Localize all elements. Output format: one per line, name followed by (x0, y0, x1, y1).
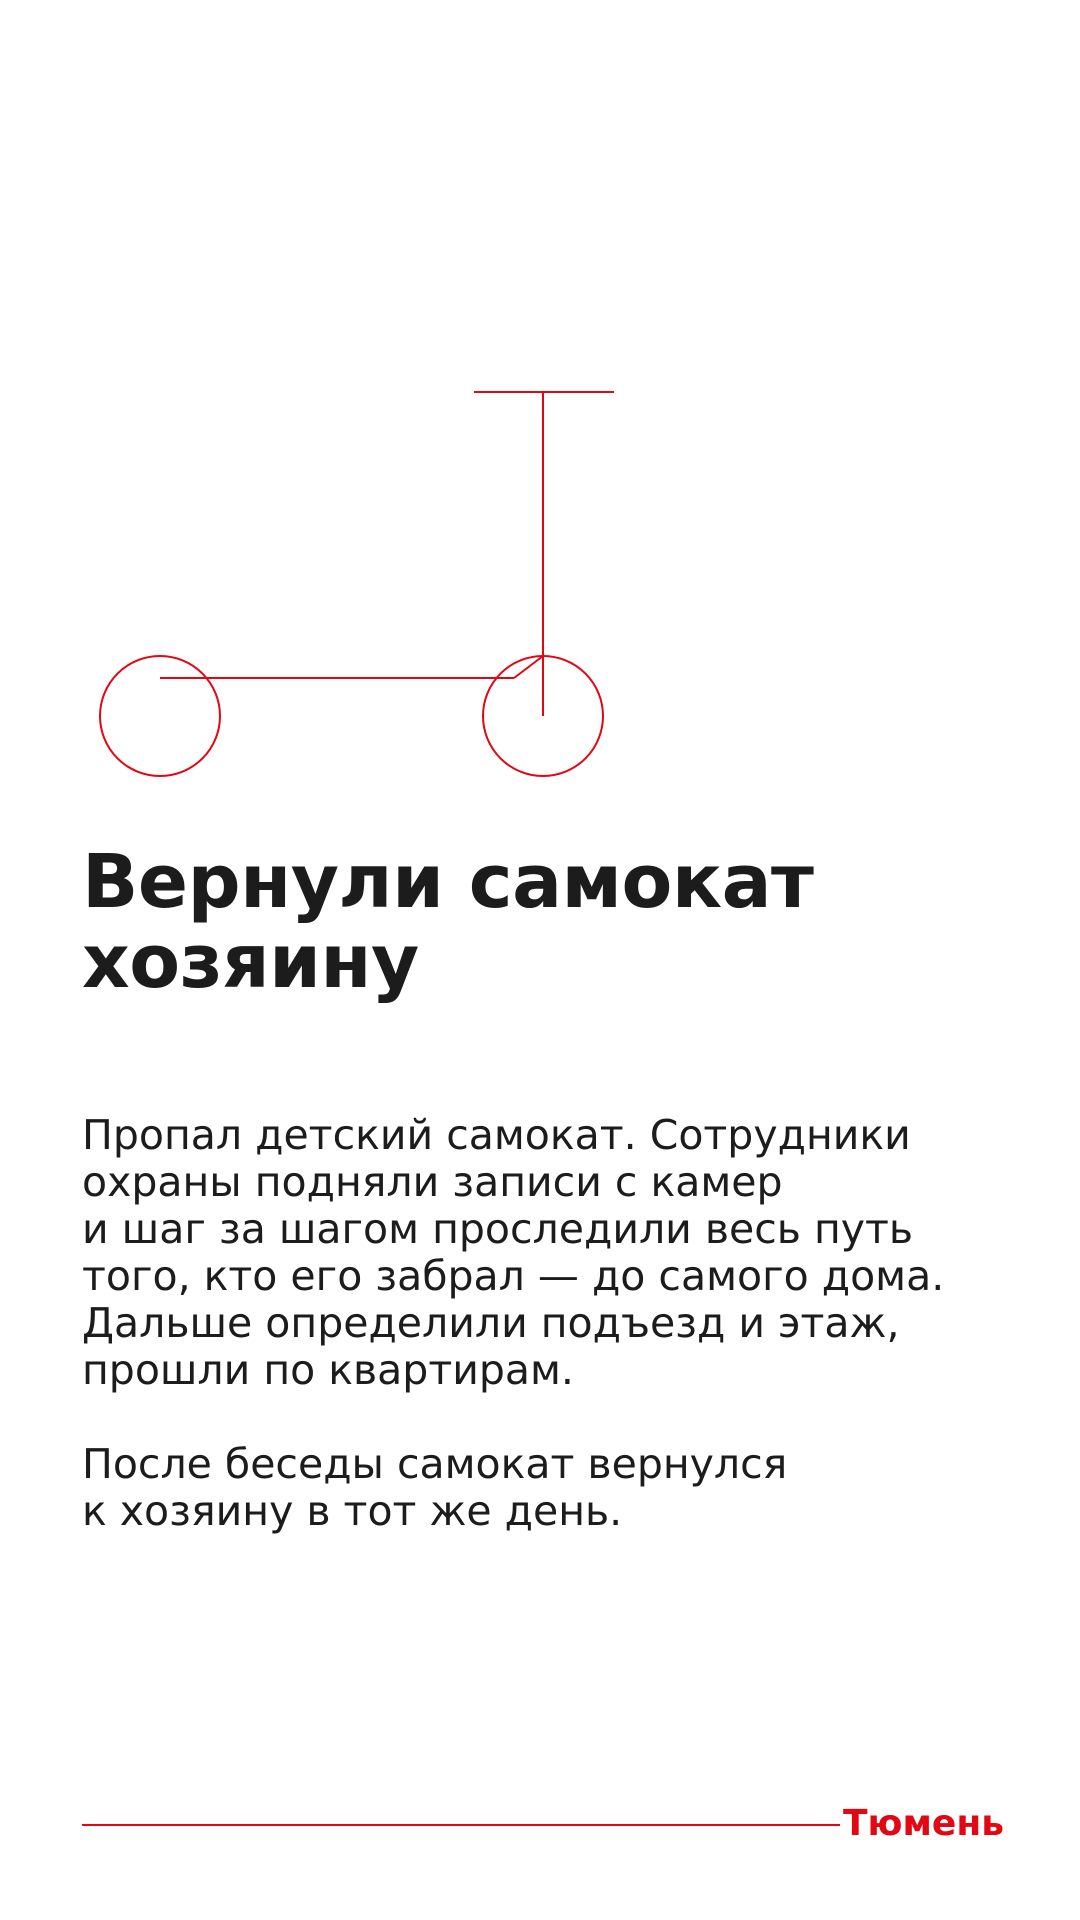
paragraph-2: После беседы самокат вернулся к хозяину в тот же день. (82, 1440, 788, 1535)
story-text (82, 1112, 1012, 1582)
scooter-rear-wheel (100, 656, 220, 776)
page-title: Вернули самокат хозяину (82, 839, 814, 1005)
footer-divider (82, 1824, 840, 1826)
paragraph-1: Пропал детский самокат. Сотрудники охраны подняли записи с камер и шаг за шагом проследили весь путь того, кто его забрал — до самого дома. Дальше определили подъезд и этаж, прошли по квартирам. (82, 1111, 945, 1394)
scooter-deck-joint (514, 656, 543, 678)
city-label: Тюмень (842, 1803, 1004, 1844)
scooter-icon (0, 0, 1080, 800)
